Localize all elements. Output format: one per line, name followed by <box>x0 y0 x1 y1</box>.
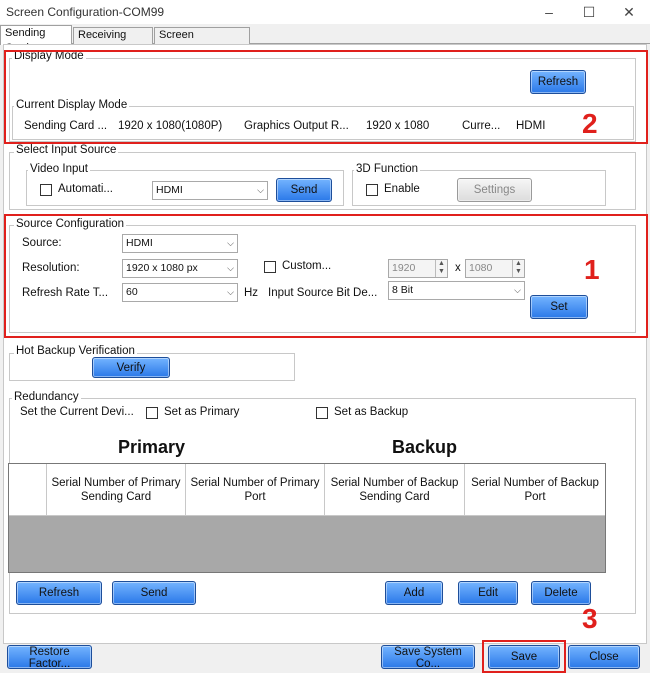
hot-backup-label: Hot Backup Verification <box>16 345 135 357</box>
table-body <box>9 516 605 572</box>
display-mode-label: Display Mode <box>14 50 84 62</box>
annotation-number-2: 2 <box>582 108 598 139</box>
sending-card-value: 1920 x 1080(1080P) <box>118 120 223 132</box>
automatic-label: Automati... <box>58 183 113 195</box>
set-backup-checkbox[interactable] <box>316 407 328 419</box>
chevron-down-icon: ⌵ <box>227 263 234 273</box>
custom-resolution-label: Custom... <box>282 260 332 272</box>
window-title: Screen Configuration-COM99 <box>6 5 165 19</box>
tab-screen-connection[interactable]: Screen <box>154 27 250 44</box>
current-value: HDMI <box>516 120 546 132</box>
source-set-button[interactable]: Set <box>530 295 588 319</box>
enable-3d-checkbox[interactable] <box>366 184 378 196</box>
set-primary-checkbox[interactable] <box>146 407 158 419</box>
redundancy-table <box>8 463 606 573</box>
automatic-checkbox[interactable] <box>40 184 52 196</box>
video-input-label: Video Input <box>30 163 88 175</box>
save-button[interactable]: Save <box>488 645 560 669</box>
annotation-box-3 <box>482 640 566 673</box>
source-select-value: HDMI <box>126 237 153 249</box>
redundancy-refresh-button[interactable]: Refresh <box>16 581 102 605</box>
tab-bar <box>0 24 650 44</box>
graphics-output-value: 1920 x 1080 <box>366 120 430 132</box>
column-primary-sending-card[interactable]: Serial Number of Primary Sending Card <box>47 464 186 516</box>
annotation-number-3: 3 <box>582 603 598 634</box>
redundancy-send-button[interactable]: Send <box>112 581 196 605</box>
video-input-select[interactable] <box>152 181 268 200</box>
hz-unit: Hz <box>244 287 259 299</box>
column-backup-port[interactable]: Serial Number of Backup Port <box>465 464 605 516</box>
chevron-down-icon: ⌵ <box>227 238 234 248</box>
table-row-header-cell <box>9 464 47 516</box>
bit-depth-select-value: 8 Bit <box>392 284 414 296</box>
set-primary-label: Set as Primary <box>164 406 240 418</box>
refresh-rate-select-value: 60 <box>126 286 138 298</box>
current-display-mode-label: Current Display Mode <box>16 99 128 111</box>
annotation-number-1: 1 <box>584 254 600 285</box>
primary-title: Primary <box>118 437 186 457</box>
edit-button[interactable]: Edit <box>458 581 518 605</box>
title-bar <box>0 0 650 24</box>
source-configuration-label: Source Configuration <box>16 218 125 230</box>
source-label: Source: <box>22 237 62 249</box>
current-label: Curre... <box>462 120 501 132</box>
3d-function-label: 3D Function <box>356 163 419 175</box>
sending-card-label: Sending Card ... <box>24 120 108 132</box>
column-primary-port[interactable]: Serial Number of Primary Port <box>186 464 325 516</box>
refresh-rate-label: Refresh Rate T... <box>22 287 109 299</box>
maximize-icon[interactable]: ☐ <box>582 4 596 20</box>
resolution-select-value: 1920 x 1080 px <box>126 262 198 274</box>
redundancy-label: Redundancy <box>14 391 79 403</box>
tab-receiving-card[interactable]: Receiving <box>73 27 153 44</box>
resolution-label: Resolution: <box>22 262 80 274</box>
annotation-box-2 <box>4 50 648 144</box>
chevron-down-icon: ⌵ <box>257 185 264 195</box>
spinner-icon[interactable]: ▲ ▼ <box>512 260 524 277</box>
set-current-device-label: Set the Current Devi... <box>20 406 134 418</box>
bit-depth-label: Input Source Bit De... <box>268 287 378 299</box>
input-source-label: Select Input Source <box>16 144 117 156</box>
graphics-output-label: Graphics Output R... <box>244 120 349 132</box>
3d-settings-button[interactable]: Settings <box>457 178 532 202</box>
dimension-separator: x <box>455 262 461 274</box>
custom-width-value: 1920 <box>392 262 416 274</box>
delete-button[interactable]: Delete <box>531 581 591 605</box>
set-backup-label: Set as Backup <box>334 406 409 418</box>
custom-height-value: 1080 <box>469 262 493 274</box>
column-backup-sending-card[interactable]: Serial Number of Backup Sending Card <box>325 464 465 516</box>
verify-button[interactable]: Verify <box>92 357 170 378</box>
annotation-box-1 <box>4 214 648 338</box>
display-refresh-button[interactable]: Refresh <box>530 70 586 94</box>
video-input-select-value: HDMI <box>156 184 183 196</box>
restore-factory-button[interactable]: Restore Factor... <box>7 645 92 669</box>
chevron-down-icon: ⌵ <box>514 285 521 295</box>
spinner-icon[interactable]: ▲ ▼ <box>435 260 447 277</box>
enable-3d-label: Enable <box>384 183 420 195</box>
chevron-down-icon: ⌵ <box>227 287 234 297</box>
add-button[interactable]: Add <box>385 581 443 605</box>
backup-title: Backup <box>392 437 458 457</box>
minimize-icon[interactable]: – <box>545 4 553 20</box>
save-system-config-button[interactable]: Save System Co... <box>381 645 475 669</box>
close-button[interactable]: Close <box>568 645 640 669</box>
tab-sending-card[interactable]: Sending <box>0 25 72 45</box>
close-icon[interactable]: ✕ <box>623 4 635 20</box>
input-send-button[interactable]: Send <box>276 178 332 202</box>
